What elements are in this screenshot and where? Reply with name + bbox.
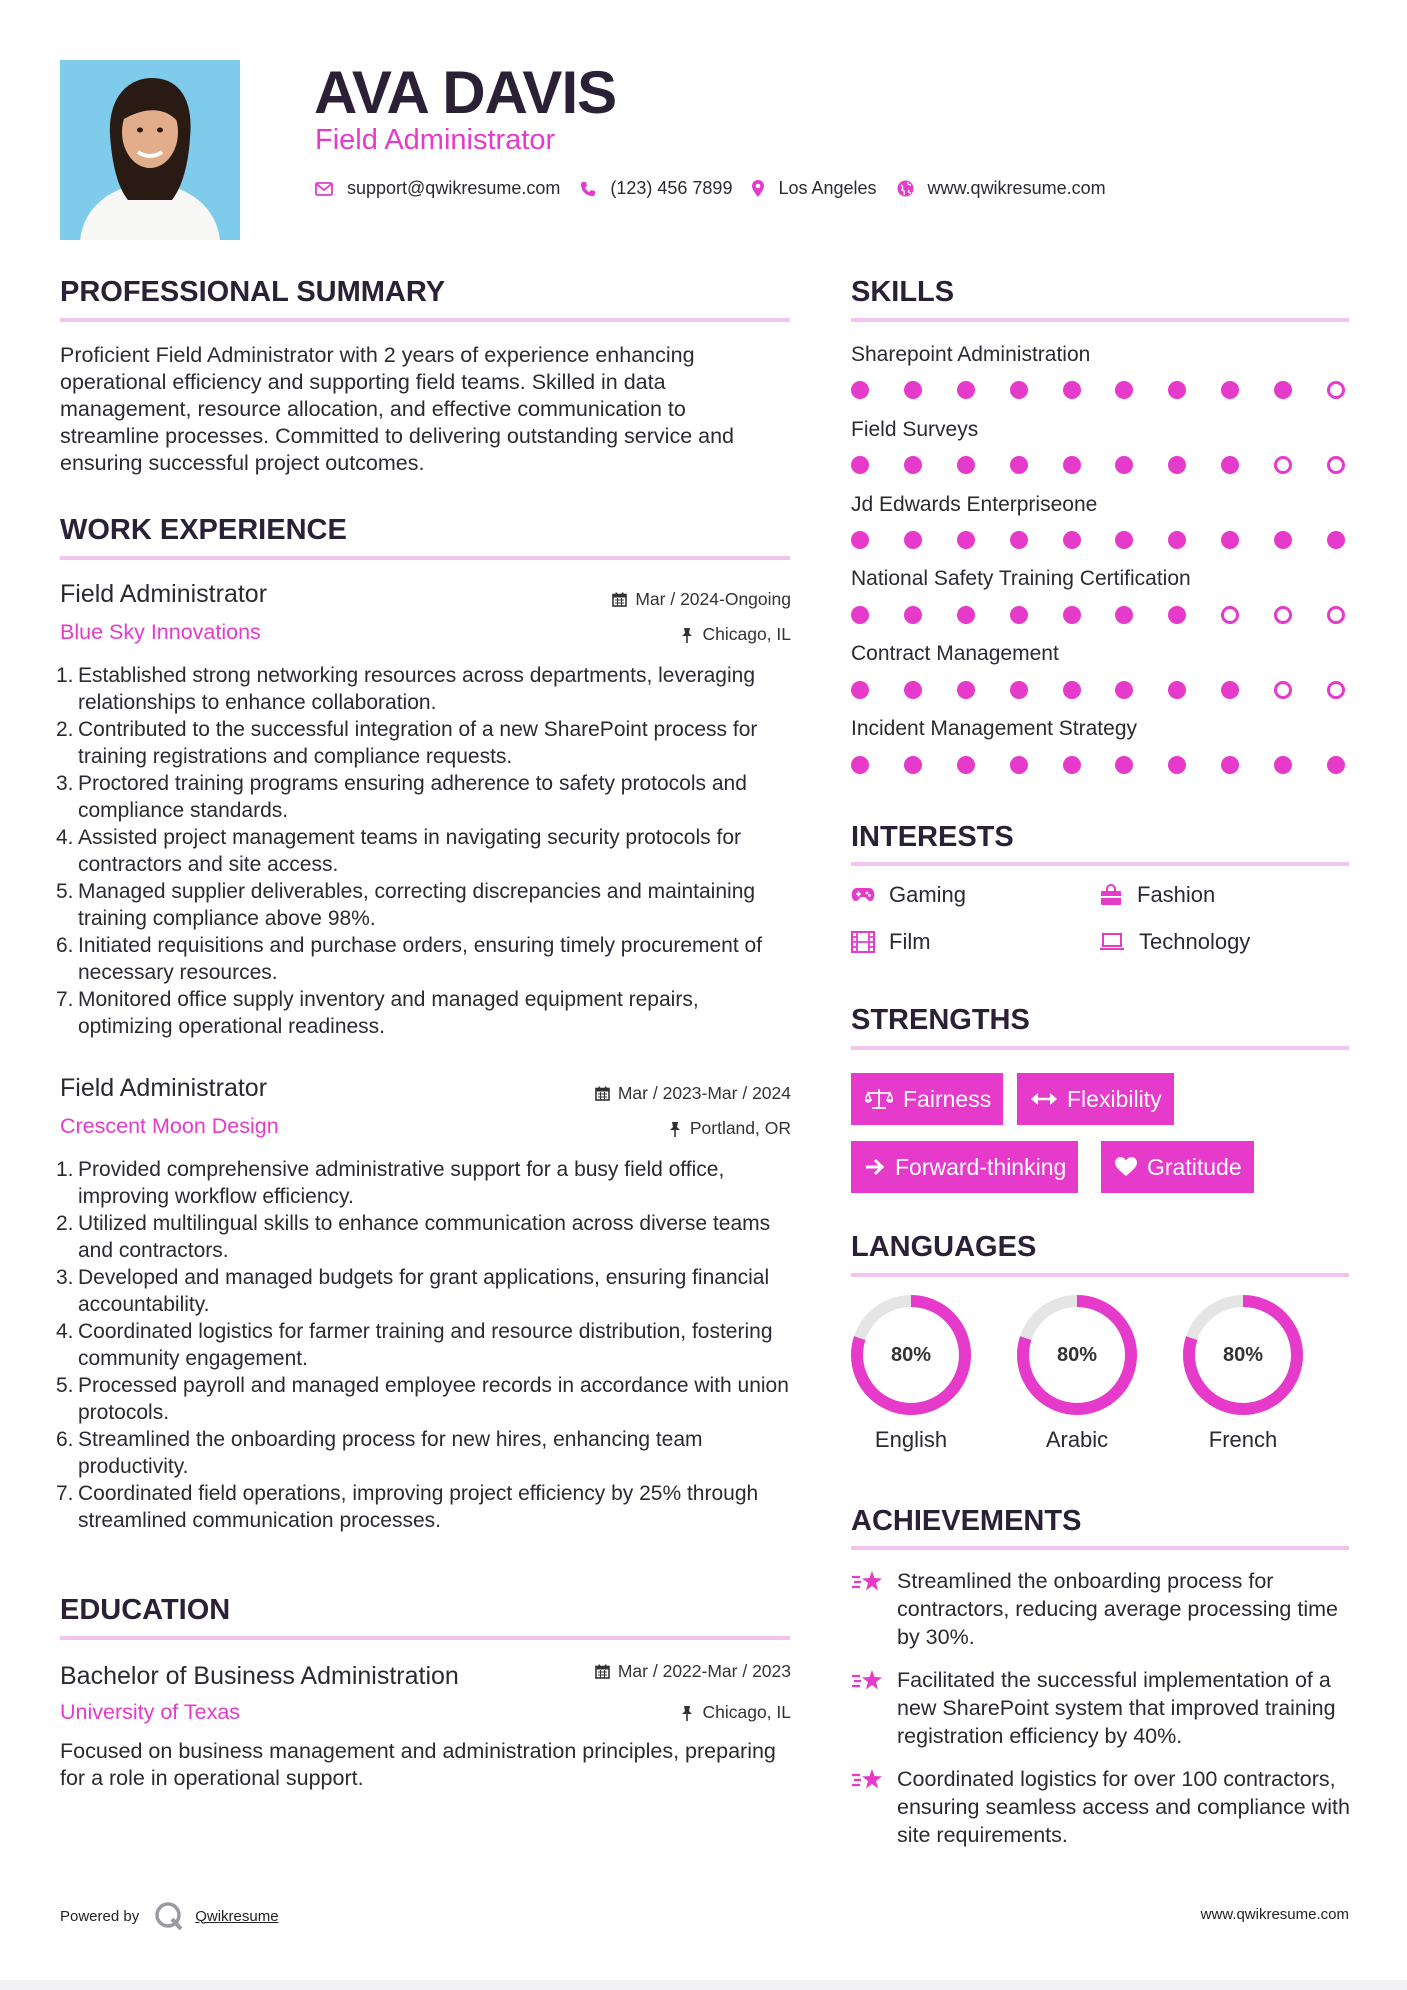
list-item: 4. Coordinated logistics for farmer training and resource distribution, fostering community engagement. [56, 1320, 773, 1370]
summary-divider [60, 318, 790, 322]
list-item: 3. Developed and managed budgets for grant applications, ensuring financial accountability. [56, 1266, 770, 1316]
job-location [668, 1118, 791, 1139]
shooting-star-icon [851, 1668, 885, 1696]
skill-dot-filled [1221, 456, 1239, 474]
job-date-text: Mar / 2024-Ongoing [635, 589, 791, 609]
contact-bar [315, 178, 1126, 199]
list-item: 7. Monitored office supply inventory and managed equipment repairs, optimizing operational readiness. [56, 988, 699, 1038]
skill-dot-filled [1010, 531, 1028, 549]
skill-dot-filled [1010, 381, 1028, 399]
skill-dot-filled [1115, 531, 1133, 549]
skill-dot-filled [1327, 756, 1345, 774]
skill-dot-filled [851, 681, 869, 699]
interest-gaming [851, 882, 966, 908]
skill-dot-empty [1274, 681, 1292, 699]
skill-dot-filled [1221, 681, 1239, 699]
skill-rating [851, 381, 1351, 401]
job-date [612, 589, 791, 610]
job-date-text: Mar / 2023-Mar / 2024 [617, 1083, 791, 1103]
strength-label: Fairness [903, 1085, 992, 1112]
achievement-item [851, 1765, 1351, 1849]
skill-dot-filled [957, 531, 975, 549]
contact-email[interactable] [315, 178, 560, 199]
film-icon [851, 931, 875, 953]
list-item: 4. Assisted project management teams in navigating security protocols for contractors and site access. [56, 826, 741, 876]
candidate-title: Field Administrator [315, 124, 556, 156]
skill-dot-filled [1063, 381, 1081, 399]
skill-dot-filled [1010, 681, 1028, 699]
skill-dot-filled [1168, 456, 1186, 474]
arrow-right-icon [865, 1158, 885, 1176]
map-pin-icon [752, 180, 764, 197]
skill-dot-filled [1274, 381, 1292, 399]
footer-powered-by [60, 1900, 279, 1932]
language-ring [1015, 1293, 1139, 1417]
shooting-star-icon [851, 1767, 885, 1795]
skill-dot-filled [957, 606, 975, 624]
achievement-text: Streamlined the onboarding process for contractors, reducing average processing time by 30%. [897, 1569, 1338, 1649]
skill-dot-empty [1327, 381, 1345, 399]
skill-dot-filled [1010, 606, 1028, 624]
skill-dot-filled [957, 456, 975, 474]
interest-fashion [1099, 882, 1215, 908]
education-description: Focused on business management and administration principles, preparing for a role in operational support. [60, 1739, 776, 1790]
list-item: 2. Contributed to the successful integration of a new SharePoint process for training registrations and compliance requests. [56, 718, 758, 768]
interest-label: Gaming [889, 882, 967, 907]
skill-dot-filled [904, 531, 922, 549]
skill-name: Jd Edwards Enterpriseone [851, 493, 1098, 516]
website-text: www.qwikresume.com [927, 178, 1106, 198]
skill-dot-filled [1274, 756, 1292, 774]
list-item: 2. Utilized multilingual skills to enhance communication across diverse teams and contractors. [56, 1212, 771, 1262]
scale-icon [865, 1088, 893, 1110]
bottom-bar [0, 1980, 1407, 1990]
skill-dot-filled [1063, 681, 1081, 699]
strengths-heading: STRENGTHS [851, 1004, 1030, 1036]
calendar-icon [595, 1664, 610, 1679]
skill-dot-filled [1010, 456, 1028, 474]
job-date [595, 1083, 791, 1104]
strength-badge [851, 1073, 1003, 1125]
skill-dot-filled [1221, 756, 1239, 774]
interests-divider [851, 862, 1349, 866]
skill-dot-filled [957, 756, 975, 774]
skill-dot-filled [957, 381, 975, 399]
skill-dot-filled [1168, 606, 1186, 624]
job-title: Field Administrator [60, 580, 268, 608]
skill-dot-filled [851, 456, 869, 474]
company-name: Blue Sky Innovations [60, 620, 261, 644]
skill-name: Contract Management [851, 642, 1059, 665]
shopping-bag-icon [1099, 884, 1123, 906]
list-item: 5. Managed supplier deliverables, correcting discrepancies and maintaining training compliance above 98%. [56, 880, 756, 930]
contact-website[interactable] [897, 178, 1106, 199]
list-item: 6. Streamlined the onboarding process for new hires, enhancing team productivity. [56, 1428, 703, 1478]
summary-text: Proficient Field Administrator with 2 years of experience enhancing operational efficiency and supporting field teams. Skilled in data management, resource allocation, and effective communication to streamline processes. Committed to delivering outstanding service and ensuring successful project outcomes. [60, 343, 734, 475]
skill-name: Field Surveys [851, 418, 979, 441]
languages-heading: LANGUAGES [851, 1231, 1037, 1263]
skill-rating [851, 681, 1351, 701]
skill-dot-filled [851, 606, 869, 624]
skill-dot-filled [904, 681, 922, 699]
experience-divider [60, 556, 790, 560]
strength-badge [851, 1141, 1078, 1193]
skill-name: Sharepoint Administration [851, 343, 1091, 366]
achievement-text: Coordinated logistics for over 100 contractors, ensuring seamless access and compliance with site requirements. [897, 1767, 1350, 1847]
skill-dot-filled [1063, 606, 1081, 624]
pushpin-icon [680, 1705, 694, 1721]
phone-text: (123) 456 7899 [610, 178, 733, 198]
skill-dot-filled [1221, 531, 1239, 549]
strength-badge [1101, 1141, 1254, 1193]
skill-dot-filled [904, 456, 922, 474]
skill-dot-filled [904, 606, 922, 624]
education-location-text: Chicago, IL [702, 1702, 791, 1722]
experience-heading: WORK EXPERIENCE [60, 514, 347, 546]
phone-icon [580, 181, 596, 197]
skill-dot-filled [851, 381, 869, 399]
candidate-name: AVA DAVIS [314, 59, 617, 126]
education-date [595, 1661, 791, 1682]
skill-dot-empty [1327, 456, 1345, 474]
skill-name: National Safety Training Certification [851, 567, 1191, 590]
profile-photo [60, 60, 240, 240]
skill-dot-filled [1327, 531, 1345, 549]
skill-rating [851, 606, 1351, 626]
job-title: Field Administrator [60, 1074, 268, 1102]
job-location [680, 624, 791, 645]
skill-dot-filled [851, 531, 869, 549]
language-percent: 80% [1056, 1343, 1098, 1366]
list-item: 3. Proctored training programs ensuring adherence to safety protocols and compliance standards. [56, 772, 747, 822]
skill-dot-filled [904, 381, 922, 399]
language-ring [1181, 1293, 1305, 1417]
achievement-text: Facilitated the successful implementation of a new SharePoint system that improved training registration efficiency by 40%. [897, 1668, 1336, 1748]
skill-dot-filled [1168, 681, 1186, 699]
heart-icon [1115, 1157, 1137, 1177]
languages-divider [851, 1273, 1349, 1277]
skill-dot-empty [1274, 456, 1292, 474]
job-bullet-list [56, 1156, 796, 1534]
contact-location [752, 178, 876, 199]
contact-phone[interactable] [580, 178, 732, 199]
skill-dot-filled [1221, 381, 1239, 399]
education-date-text: Mar / 2022-Mar / 2023 [617, 1661, 791, 1681]
list-item: 5. Processed payroll and managed employee records in accordance with union protocols. [56, 1374, 789, 1424]
language-percent: 80% [1222, 1343, 1264, 1366]
interests-heading: INTERESTS [851, 821, 1014, 853]
achievement-item [851, 1567, 1351, 1651]
list-item: 1. Established strong networking resources across departments, leveraging relationships to enhance collaboration. [56, 664, 756, 714]
skill-dot-filled [851, 756, 869, 774]
achievements-divider [851, 1546, 1349, 1550]
language-item [1181, 1293, 1305, 1453]
company-name: Crescent Moon Design [60, 1114, 279, 1138]
school-name: University of Texas [60, 1700, 241, 1724]
summary-heading: PROFESSIONAL SUMMARY [60, 276, 446, 308]
shooting-star-icon [851, 1569, 885, 1597]
skill-dot-filled [904, 756, 922, 774]
skill-dot-filled [1010, 756, 1028, 774]
envelope-icon [315, 182, 333, 196]
footer-website[interactable]: www.qwikresume.com [1200, 1906, 1349, 1923]
skills-divider [851, 318, 1349, 322]
skill-dot-filled [1115, 381, 1133, 399]
interest-film [851, 929, 931, 955]
interest-technology [1099, 929, 1250, 955]
job-location-text: Portland, OR [689, 1118, 791, 1138]
interest-label: Fashion [1137, 882, 1216, 907]
skill-dot-filled [1274, 531, 1292, 549]
skill-dot-filled [1063, 456, 1081, 474]
interest-label: Film [889, 929, 931, 954]
achievement-item [851, 1666, 1351, 1750]
language-percent: 80% [890, 1343, 932, 1366]
email-text: support@qwikresume.com [347, 178, 561, 198]
language-name: French [1208, 1427, 1278, 1452]
skill-dot-filled [1168, 756, 1186, 774]
skill-dot-filled [1063, 531, 1081, 549]
language-item [849, 1293, 973, 1453]
skill-dot-filled [1168, 531, 1186, 549]
pushpin-icon [680, 627, 694, 643]
skills-heading: SKILLS [851, 276, 955, 308]
strengths-divider [851, 1046, 1349, 1050]
skill-dot-filled [1168, 381, 1186, 399]
education-divider [60, 1636, 790, 1640]
location-text: Los Angeles [778, 178, 877, 198]
achievements-heading: ACHIEVEMENTS [851, 1505, 1082, 1537]
strength-label: Gratitude [1147, 1153, 1242, 1180]
arrows-horizontal-icon [1031, 1092, 1057, 1106]
job-location-text: Chicago, IL [702, 624, 791, 644]
brand-link[interactable]: Qwikresume [195, 1907, 279, 1925]
language-ring [849, 1293, 973, 1417]
strength-label: Flexibility [1067, 1085, 1162, 1112]
skill-dot-empty [1274, 606, 1292, 624]
strength-badge [1017, 1073, 1174, 1125]
education-heading: EDUCATION [60, 1594, 231, 1626]
qwikresume-logo-icon [153, 1900, 185, 1932]
language-name: English [874, 1427, 948, 1452]
language-name: Arabic [1045, 1427, 1109, 1452]
skill-dot-filled [957, 681, 975, 699]
skill-dot-filled [1063, 756, 1081, 774]
calendar-icon [595, 1086, 610, 1101]
interest-label: Technology [1139, 929, 1251, 954]
skill-dot-empty [1221, 606, 1239, 624]
skill-dot-empty [1327, 606, 1345, 624]
skill-rating [851, 756, 1351, 776]
degree-title: Bachelor of Business Administration [60, 1662, 459, 1690]
list-item: 1. Provided comprehensive administrative support for a busy field office, improving workflow efficiency. [56, 1158, 725, 1208]
globe-icon [897, 180, 914, 197]
skill-rating [851, 456, 1351, 476]
list-item: 7. Coordinated field operations, improving project efficiency by 25% through streamlined communication processes. [56, 1482, 759, 1532]
skill-dot-filled [1115, 681, 1133, 699]
calendar-icon [612, 592, 627, 607]
skill-dot-empty [1327, 681, 1345, 699]
job-bullet-list [56, 662, 796, 1040]
pushpin-icon [668, 1121, 682, 1137]
language-item [1015, 1293, 1139, 1453]
gamepad-icon [851, 887, 875, 903]
skill-name: Incident Management Strategy [851, 717, 1138, 740]
powered-by-text: Powered by [60, 1907, 140, 1925]
laptop-icon [1099, 933, 1125, 951]
list-item: 6. Initiated requisitions and purchase orders, ensuring timely procurement of necessary resources. [56, 934, 763, 984]
skill-dot-filled [1115, 756, 1133, 774]
skill-rating [851, 531, 1351, 551]
skill-dot-filled [1115, 606, 1133, 624]
education-location [680, 1702, 791, 1723]
skill-dot-filled [1115, 456, 1133, 474]
strength-label: Forward-thinking [895, 1153, 1067, 1180]
